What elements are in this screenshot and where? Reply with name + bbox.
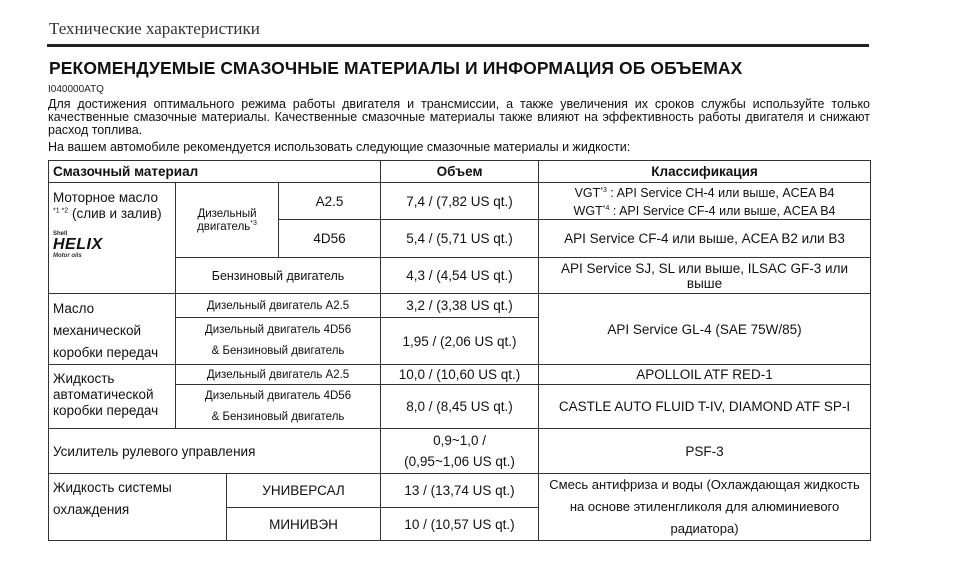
auto-label: Жидкость автоматической коробки передач (49, 365, 176, 429)
steering-classification: PSF-3 (539, 429, 871, 474)
doc-code: I040000ATQ (48, 84, 104, 95)
diesel-engine-label: Дизельный двигатель (197, 207, 257, 233)
auto-engine-2b: & Бензиновый двигатель (211, 410, 345, 423)
manual-classification: API Service GL-4 (SAE 75W/85) (539, 294, 871, 365)
coolant-type-1: УНИВЕРСАЛ (227, 474, 381, 508)
auto-engine-1: Дизельный двигатель A2.5 (176, 365, 381, 385)
auto-classification-1: APOLLOIL ATF RED-1 (539, 365, 871, 385)
coolant-classification: Смесь антифриза и воды (Охлаждающая жидкость на основе этиленгликоля для алюминиевого радиатора) (539, 474, 871, 541)
coolant-type-2: МИНИВЭН (227, 507, 381, 541)
volume-a25: 7,4 / (7,82 US qt.) (381, 183, 539, 220)
manual-engine-1: Дизельный двигатель A2.5 (176, 294, 381, 318)
steering-volume-2: (0,95~1,06 US qt.) (404, 454, 515, 470)
table-row (49, 294, 871, 318)
page-title: РЕКОМЕНДУЕМЫЕ СМАЗОЧНЫЕ МАТЕРИАЛЫ И ИНФОРМАЦИЯ ОБ ОБЪЕМАХ (49, 58, 743, 78)
coolant-volume-2: 10 / (10,57 US qt.) (381, 507, 539, 541)
intro-paragraph-2: На вашем автомобиле рекомендуется использовать следующие смазочные материалы и жидкости: (48, 140, 631, 154)
wgt-sup: *4 (602, 205, 610, 213)
classification-a25 (539, 183, 871, 220)
section-header (47, 14, 869, 47)
logo-name: HELIX (53, 236, 103, 253)
engine-oil-label: Моторное масло (53, 190, 158, 205)
manual-engine-2 (176, 317, 381, 364)
engine-gasoline: Бензиновый двигатель (176, 258, 381, 294)
table-row (49, 429, 871, 474)
coolant-volume-1: 13 / (13,74 US qt.) (381, 474, 539, 508)
vgt-sup: *3 (600, 187, 607, 194)
steering-volume-1: 0,9~1,0 / (433, 433, 486, 449)
vgt-class: : API Service CH-4 или выше, ACEA B4 (610, 186, 835, 201)
intro-paragraph: Для достижения оптимального режима работы двигателя и трансмиссии, а также увеличения их сроков службы используйте только качественные смазочные материалы. Качественные смазочные материалы также влияют на эффективность работы двигателя и снижают расход топлива. (48, 97, 870, 137)
helix-logo (53, 231, 171, 259)
wgt-class: : API Service CF-4 или выше, ACEA B4 (612, 204, 836, 219)
header-classification: Классификация (539, 161, 871, 183)
steering-volume (381, 429, 539, 474)
vgt-label: VGT (574, 186, 601, 201)
manual-volume-1: 3,2 / (3,38 US qt.) (381, 294, 539, 318)
engine-oil-label-rest: (слив и залив) (71, 206, 162, 221)
table-header-row (49, 161, 871, 183)
auto-volume-2: 8,0 / (8,45 US qt.) (381, 385, 539, 429)
wgt-label: WGT (573, 204, 603, 219)
classification-gasoline: API Service SJ, SL или выше, ILSAC GF-3 или выше (539, 258, 871, 294)
header-material: Смазочный материал (49, 161, 381, 183)
header-volume: Объем (381, 161, 539, 183)
auto-classification-2: CASTLE AUTO FLUID T-IV, DIAMOND ATF SP-I (539, 385, 871, 429)
auto-engine-2a: Дизельный двигатель 4D56 (204, 389, 352, 402)
engine-a25: A2.5 (279, 183, 381, 220)
volume-gasoline: 4,3 / (4,54 US qt.) (381, 258, 539, 294)
steering-label: Усилитель рулевого управления (49, 429, 381, 474)
manual-label: Масло механической коробки передач (49, 294, 176, 365)
engine-4d56: 4D56 (279, 220, 381, 258)
engine-oil-label-cell (49, 183, 176, 294)
table-row (49, 365, 871, 385)
logo-brand: Shell (53, 231, 68, 237)
engine-oil-sup: *1 *2 (53, 207, 69, 215)
volume-4d56: 5,4 / (5,71 US qt.) (381, 220, 539, 258)
diesel-engine-cell (176, 183, 279, 258)
coolant-label: Жидкость системы охлаждения (49, 474, 227, 541)
manual-volume-2: 1,95 / (2,06 US qt.) (381, 317, 539, 364)
table-row (49, 183, 871, 220)
classification-4d56: API Service CF-4 или выше, ACEA B2 или B3 (539, 220, 871, 258)
auto-volume-1: 10,0 / (10,60 US qt.) (381, 365, 539, 385)
auto-engine-2 (176, 385, 381, 429)
section-title: Технические характеристики (49, 19, 260, 38)
logo-sub: Motor oils (53, 253, 82, 259)
manual-engine-2b: & Бензиновый двигатель (211, 345, 345, 358)
lubricants-table (48, 160, 871, 541)
diesel-sup: *3 (250, 219, 257, 227)
manual-engine-2a: Дизельный двигатель 4D56 (204, 324, 352, 337)
table-row (49, 474, 871, 508)
